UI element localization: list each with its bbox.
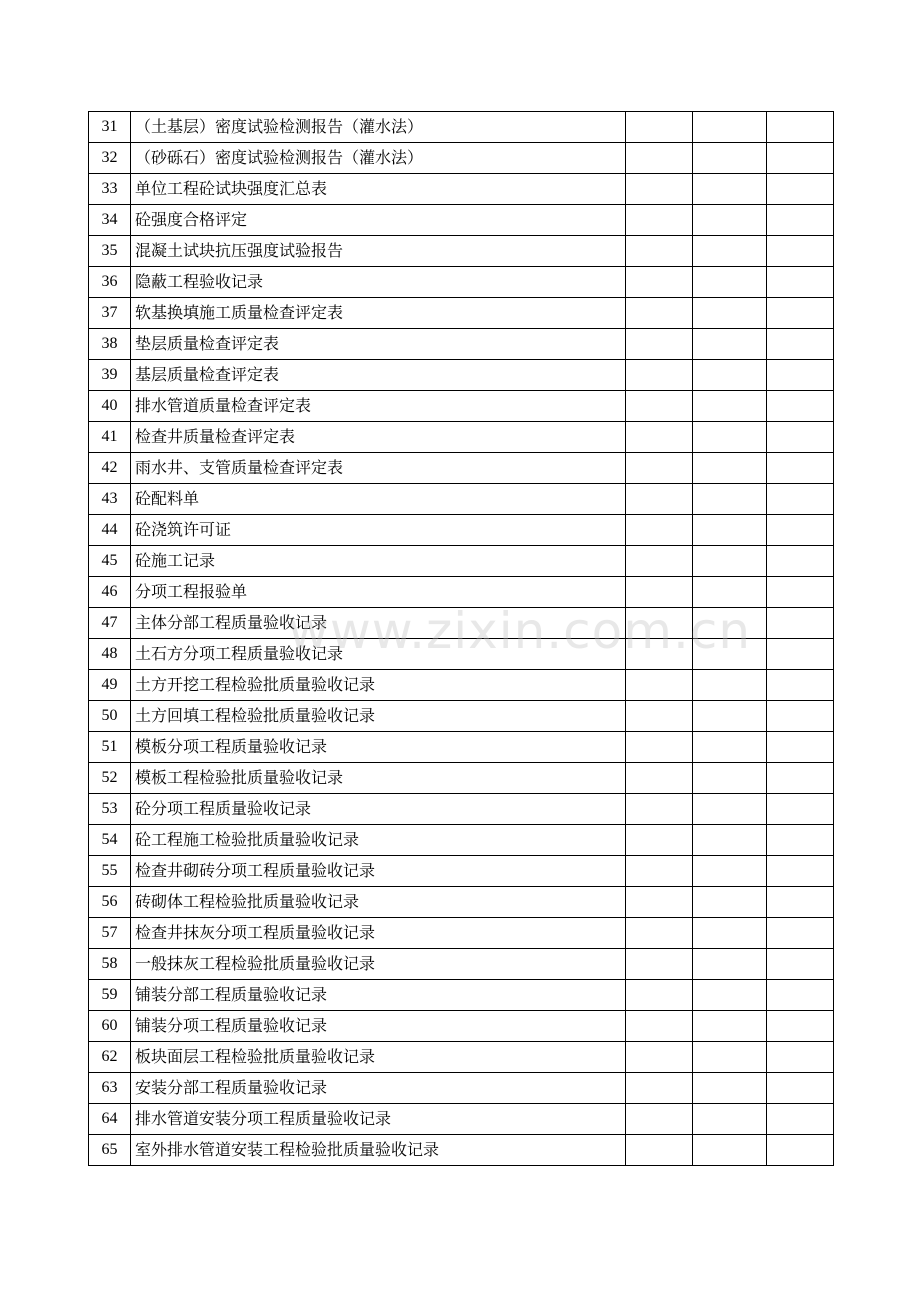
empty-cell [767, 887, 834, 918]
row-number: 57 [89, 918, 131, 949]
empty-cell [693, 639, 767, 670]
record-name: 室外排水管道安装工程检验批质量验收记录 [131, 1135, 626, 1166]
record-name: 土石方分项工程质量验收记录 [131, 639, 626, 670]
record-name: 基层质量检查评定表 [131, 360, 626, 391]
table-row [89, 267, 834, 298]
empty-cell [767, 298, 834, 329]
empty-cell [767, 422, 834, 453]
table-row [89, 639, 834, 670]
table-row [89, 825, 834, 856]
record-name: 铺装分部工程质量验收记录 [131, 980, 626, 1011]
record-name: （砂砾石）密度试验检测报告（灌水法） [131, 143, 626, 174]
empty-cell [626, 887, 693, 918]
empty-cell [693, 360, 767, 391]
empty-cell [626, 825, 693, 856]
empty-cell [767, 1073, 834, 1104]
empty-cell [626, 484, 693, 515]
record-name: 模板分项工程质量验收记录 [131, 732, 626, 763]
row-number: 53 [89, 794, 131, 825]
row-number: 55 [89, 856, 131, 887]
empty-cell [626, 205, 693, 236]
table-row [89, 515, 834, 546]
empty-cell [767, 918, 834, 949]
row-number: 63 [89, 1073, 131, 1104]
record-name: 砖砌体工程检验批质量验收记录 [131, 887, 626, 918]
row-number: 49 [89, 670, 131, 701]
table-row [89, 949, 834, 980]
table-row [89, 1073, 834, 1104]
empty-cell [626, 1073, 693, 1104]
empty-cell [693, 422, 767, 453]
row-number: 59 [89, 980, 131, 1011]
empty-cell [767, 391, 834, 422]
empty-cell [693, 701, 767, 732]
empty-cell [626, 391, 693, 422]
table-row [89, 887, 834, 918]
empty-cell [767, 1011, 834, 1042]
row-number: 32 [89, 143, 131, 174]
empty-cell [767, 732, 834, 763]
empty-cell [626, 267, 693, 298]
row-number: 60 [89, 1011, 131, 1042]
empty-cell [767, 1042, 834, 1073]
empty-cell [767, 1135, 834, 1166]
empty-cell [626, 453, 693, 484]
table-row [89, 732, 834, 763]
row-number: 36 [89, 267, 131, 298]
record-name: 板块面层工程检验批质量验收记录 [131, 1042, 626, 1073]
row-number: 34 [89, 205, 131, 236]
empty-cell [693, 143, 767, 174]
empty-cell [767, 577, 834, 608]
record-name: 排水管道安装分项工程质量验收记录 [131, 1104, 626, 1135]
record-name: 砼强度合格评定 [131, 205, 626, 236]
table-row [89, 329, 834, 360]
row-number: 51 [89, 732, 131, 763]
record-name: （土基层）密度试验检测报告（灌水法） [131, 112, 626, 143]
empty-cell [693, 453, 767, 484]
table-row [89, 484, 834, 515]
record-name: 混凝土试块抗压强度试验报告 [131, 236, 626, 267]
row-number: 41 [89, 422, 131, 453]
row-number: 37 [89, 298, 131, 329]
row-number: 52 [89, 763, 131, 794]
row-number: 62 [89, 1042, 131, 1073]
table-row [89, 1104, 834, 1135]
empty-cell [693, 732, 767, 763]
empty-cell [626, 701, 693, 732]
table-row [89, 1011, 834, 1042]
empty-cell [626, 546, 693, 577]
row-number: 54 [89, 825, 131, 856]
table-row [89, 174, 834, 205]
row-number: 31 [89, 112, 131, 143]
row-number: 50 [89, 701, 131, 732]
record-name: 排水管道质量检查评定表 [131, 391, 626, 422]
empty-cell [693, 1011, 767, 1042]
empty-cell [693, 918, 767, 949]
empty-cell [767, 763, 834, 794]
empty-cell [693, 949, 767, 980]
record-name: 模板工程检验批质量验收记录 [131, 763, 626, 794]
empty-cell [693, 670, 767, 701]
empty-cell [626, 856, 693, 887]
row-number: 42 [89, 453, 131, 484]
table-row [89, 794, 834, 825]
table-row [89, 670, 834, 701]
row-number: 35 [89, 236, 131, 267]
empty-cell [693, 484, 767, 515]
row-number: 39 [89, 360, 131, 391]
row-number: 45 [89, 546, 131, 577]
record-name: 软基换填施工质量检查评定表 [131, 298, 626, 329]
empty-cell [767, 701, 834, 732]
empty-cell [767, 112, 834, 143]
record-name: 雨水井、支管质量检查评定表 [131, 453, 626, 484]
record-name: 隐蔽工程验收记录 [131, 267, 626, 298]
table-row [89, 546, 834, 577]
table-row [89, 1042, 834, 1073]
table-row [89, 608, 834, 639]
empty-cell [693, 112, 767, 143]
records-table [88, 111, 834, 1166]
empty-cell [693, 1073, 767, 1104]
empty-cell [693, 298, 767, 329]
watermark: www.zixin.com.cn [288, 602, 752, 660]
empty-cell [626, 794, 693, 825]
empty-cell [693, 794, 767, 825]
table-row [89, 391, 834, 422]
empty-cell [767, 174, 834, 205]
empty-cell [693, 174, 767, 205]
empty-cell [626, 1135, 693, 1166]
record-name: 铺装分项工程质量验收记录 [131, 1011, 626, 1042]
record-name: 主体分部工程质量验收记录 [131, 608, 626, 639]
record-name: 分项工程报验单 [131, 577, 626, 608]
empty-cell [626, 236, 693, 267]
row-number: 64 [89, 1104, 131, 1135]
empty-cell [626, 329, 693, 360]
empty-cell [693, 515, 767, 546]
empty-cell [626, 1104, 693, 1135]
empty-cell [626, 670, 693, 701]
record-name: 土方回填工程检验批质量验收记录 [131, 701, 626, 732]
empty-cell [626, 298, 693, 329]
table-row [89, 112, 834, 143]
empty-cell [767, 639, 834, 670]
empty-cell [693, 1104, 767, 1135]
table-row [89, 701, 834, 732]
empty-cell [767, 980, 834, 1011]
empty-cell [767, 360, 834, 391]
empty-cell [693, 577, 767, 608]
row-number: 58 [89, 949, 131, 980]
row-number: 47 [89, 608, 131, 639]
record-name: 检查井砌砖分项工程质量验收记录 [131, 856, 626, 887]
table-row [89, 856, 834, 887]
table-row [89, 236, 834, 267]
row-number: 38 [89, 329, 131, 360]
empty-cell [767, 143, 834, 174]
empty-cell [693, 887, 767, 918]
table-row [89, 422, 834, 453]
empty-cell [626, 174, 693, 205]
record-name: 土方开挖工程检验批质量验收记录 [131, 670, 626, 701]
table-row [89, 763, 834, 794]
record-name: 砼分项工程质量验收记录 [131, 794, 626, 825]
empty-cell [693, 546, 767, 577]
empty-cell [767, 453, 834, 484]
row-number: 46 [89, 577, 131, 608]
empty-cell [767, 205, 834, 236]
empty-cell [693, 980, 767, 1011]
row-number: 40 [89, 391, 131, 422]
row-number: 65 [89, 1135, 131, 1166]
table-row [89, 918, 834, 949]
empty-cell [767, 670, 834, 701]
row-number: 48 [89, 639, 131, 670]
empty-cell [626, 918, 693, 949]
table-row [89, 205, 834, 236]
empty-cell [626, 1011, 693, 1042]
row-number: 56 [89, 887, 131, 918]
empty-cell [767, 267, 834, 298]
empty-cell [767, 949, 834, 980]
row-number: 44 [89, 515, 131, 546]
empty-cell [626, 112, 693, 143]
empty-cell [626, 515, 693, 546]
empty-cell [767, 484, 834, 515]
empty-cell [693, 1042, 767, 1073]
empty-cell [626, 980, 693, 1011]
record-name: 安装分部工程质量验收记录 [131, 1073, 626, 1104]
table-row [89, 980, 834, 1011]
table-row [89, 577, 834, 608]
empty-cell [693, 236, 767, 267]
table-row [89, 360, 834, 391]
records-table-body [89, 112, 834, 1166]
table-row [89, 453, 834, 484]
empty-cell [693, 329, 767, 360]
record-name: 砼施工记录 [131, 546, 626, 577]
empty-cell [626, 1042, 693, 1073]
empty-cell [693, 205, 767, 236]
empty-cell [767, 236, 834, 267]
table-row [89, 143, 834, 174]
record-name: 检查井抹灰分项工程质量验收记录 [131, 918, 626, 949]
empty-cell [693, 763, 767, 794]
empty-cell [626, 577, 693, 608]
row-number: 33 [89, 174, 131, 205]
record-name: 单位工程砼试块强度汇总表 [131, 174, 626, 205]
empty-cell [767, 825, 834, 856]
empty-cell [693, 267, 767, 298]
table-row [89, 1135, 834, 1166]
empty-cell [626, 422, 693, 453]
empty-cell [626, 608, 693, 639]
empty-cell [767, 1104, 834, 1135]
empty-cell [693, 825, 767, 856]
empty-cell [693, 608, 767, 639]
record-name: 砼浇筑许可证 [131, 515, 626, 546]
record-name: 垫层质量检查评定表 [131, 329, 626, 360]
empty-cell [626, 639, 693, 670]
record-name: 砼配料单 [131, 484, 626, 515]
empty-cell [693, 856, 767, 887]
empty-cell [626, 360, 693, 391]
empty-cell [626, 143, 693, 174]
empty-cell [767, 546, 834, 577]
empty-cell [767, 329, 834, 360]
empty-cell [767, 515, 834, 546]
empty-cell [693, 1135, 767, 1166]
empty-cell [693, 391, 767, 422]
empty-cell [767, 608, 834, 639]
empty-cell [626, 949, 693, 980]
table-row [89, 298, 834, 329]
empty-cell [626, 732, 693, 763]
empty-cell [767, 794, 834, 825]
row-number: 43 [89, 484, 131, 515]
record-name: 检查井质量检查评定表 [131, 422, 626, 453]
empty-cell [767, 856, 834, 887]
empty-cell [626, 763, 693, 794]
record-name: 一般抹灰工程检验批质量验收记录 [131, 949, 626, 980]
record-name: 砼工程施工检验批质量验收记录 [131, 825, 626, 856]
